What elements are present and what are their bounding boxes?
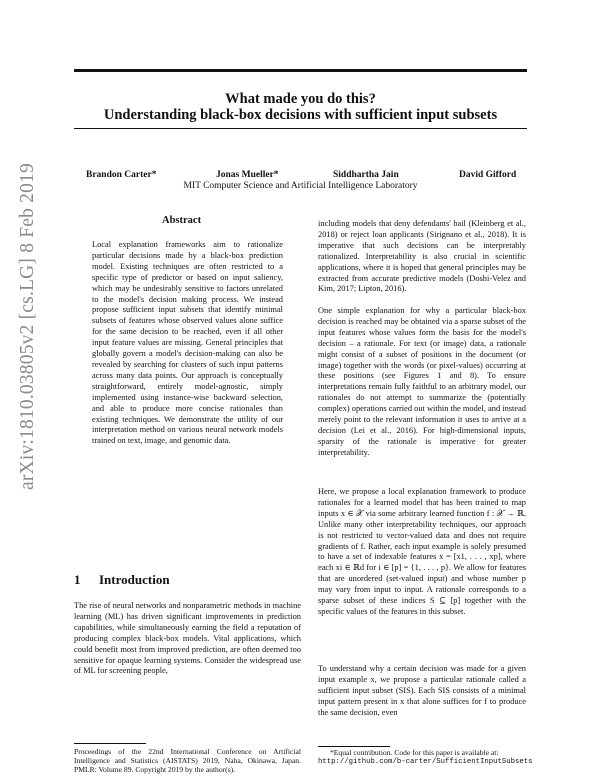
title-top-rule — [74, 69, 527, 72]
arxiv-id: arXiv:1810.03805v2 [cs.LG] 8 Feb 2019 — [17, 163, 38, 490]
section-number: 1 — [74, 572, 81, 587]
proceedings-footnote: Proceedings of the 22nd International Conference on Artificial Intelligence and Statistics (AISTATS) 2019, Naha, Okinawa, Japan. PMLR: Volume 89. Copyright 2019 by the author(s). — [74, 747, 301, 775]
section-heading — [74, 572, 170, 588]
footnote-rule-right — [318, 746, 390, 747]
right-paragraph-1: including models that deny defendants' bail (Kleinberg et al., 2018) or reject loan applicants (Sirignano et al., 2018). It is imperative that such decisions can be interpretably rationalized. Interpretability is also crucial in scientific applications, where it is hoped that general principles may be extracted from accurate predictive models (Doshi-Velez and Kim, 2017; Lipton, 2016). — [318, 219, 526, 294]
affiliation: MIT Computer Science and Artificial Intelligence Laboratory — [183, 181, 418, 191]
abstract-text — [92, 240, 283, 447]
abstract-paragraph: Local explanation frameworks aim to rationalize particular decisions made by a black-box prediction model. Existing techniques are often restricted to a specific type of predictor or based on input saliency, which may be undesirably sensitive to factors unrelated to the model's decision making process. We instead propose sufficient input subsets that identify minimal subsets of features whose observed values alone suffice for the same decision to be reached, even if all other input feature values are missing. General principles that globally govern a model's decision-making can also be revealed by searching for clusters of such input patterns across many data points. Our approach is conceptually straightforward, entirely model-agnostic, simply implemented using instance-wise backward selection, and able to produce more concise rationales than existing techniques. We demonstrate the utility of our interpretation method on various neural network models trained on text, image, and genomic data. — [92, 240, 283, 446]
equal-contribution-footnote: *Equal contribution. Code for this paper is available at: — [330, 748, 499, 757]
author-1: Brandon Carter* — [86, 170, 157, 180]
title-bottom-rule — [74, 128, 527, 129]
code-url-link[interactable]: http://github.com/b-carter/SufficientInputSubsets — [318, 758, 533, 766]
footnote-rule-left — [74, 743, 146, 744]
abstract-heading: Abstract — [162, 215, 202, 226]
intro-paragraph-text: The rise of neural networks and nonparametric methods in machine learning (ML) has driven significant improvements in prediction capabilities, while simultaneously earning the field a reputation of producing complex black-box models. Vital applications, which could benefit most from improved prediction, are often deemed too sensitive for opaque learning systems. Consider the widespread use of ML for screening people, — [74, 601, 301, 676]
right-paragraph-3: Here, we propose a local explanation framework to produce rationales for a learned model that has been trained to map inputs x ∈ 𝒳 via some arbitrary learned function f : 𝒳 → ℝ. Unlike many other interpretability techniques, our approach is not restricted to vector-valued data and does not require gradients of f. Rather, each input example is solely presumed to have a set of indexable features x = [x1, . . . , xp], where each xi ∈ ℝd for i ∈ [p] = {1, . . . , p}. We allow for features that are unordered (set-valued input) and whose number p may vary from input to input. A rationale corresponds to a sparse subset of these indices S ⊆ [p] together with the specific values of the features in this subset. — [318, 487, 526, 616]
right-paragraph-2: One simple explanation for why a particular black-box decision is reached may be obtained via a sparse subset of the input features whose values form the basis for the model's decision – a rationale. For text (or image) data, a rationale might consist of a subset of positions in the document (or image) together with the words (or pixel-values) occurring at these positions (see Figures 1 and 8). To ensure interpretations remain fully faithful to an arbitrary model, our rationales do not attempt to summarize the (potentially complex) operations carried out within the model, and instead merely point to the relevant information it uses to arrive at a decision (Lei et al., 2016). For high-dimensional inputs, sparsity of the rationale is imperative for greater interpretability. — [318, 306, 526, 457]
author-4: David Gifford — [459, 170, 517, 180]
author-2: Jonas Mueller* — [216, 170, 279, 180]
paper-title-line-1: What made you do this? — [225, 91, 376, 107]
paper-title-line-2: Understanding black-box decisions with sufficient input subsets — [103, 107, 498, 123]
section-title: Introduction — [99, 572, 170, 587]
intro-paragraph — [74, 601, 301, 677]
author-3: Siddhartha Jain — [333, 170, 399, 180]
right-paragraph-4: To understand why a certain decision was made for a given input example x, we propose a particular rationale called a sufficient input subset (SIS). Each SIS consists of a minimal input pattern present in x that alone suffices for f to produce the same decision, even — [318, 664, 526, 717]
